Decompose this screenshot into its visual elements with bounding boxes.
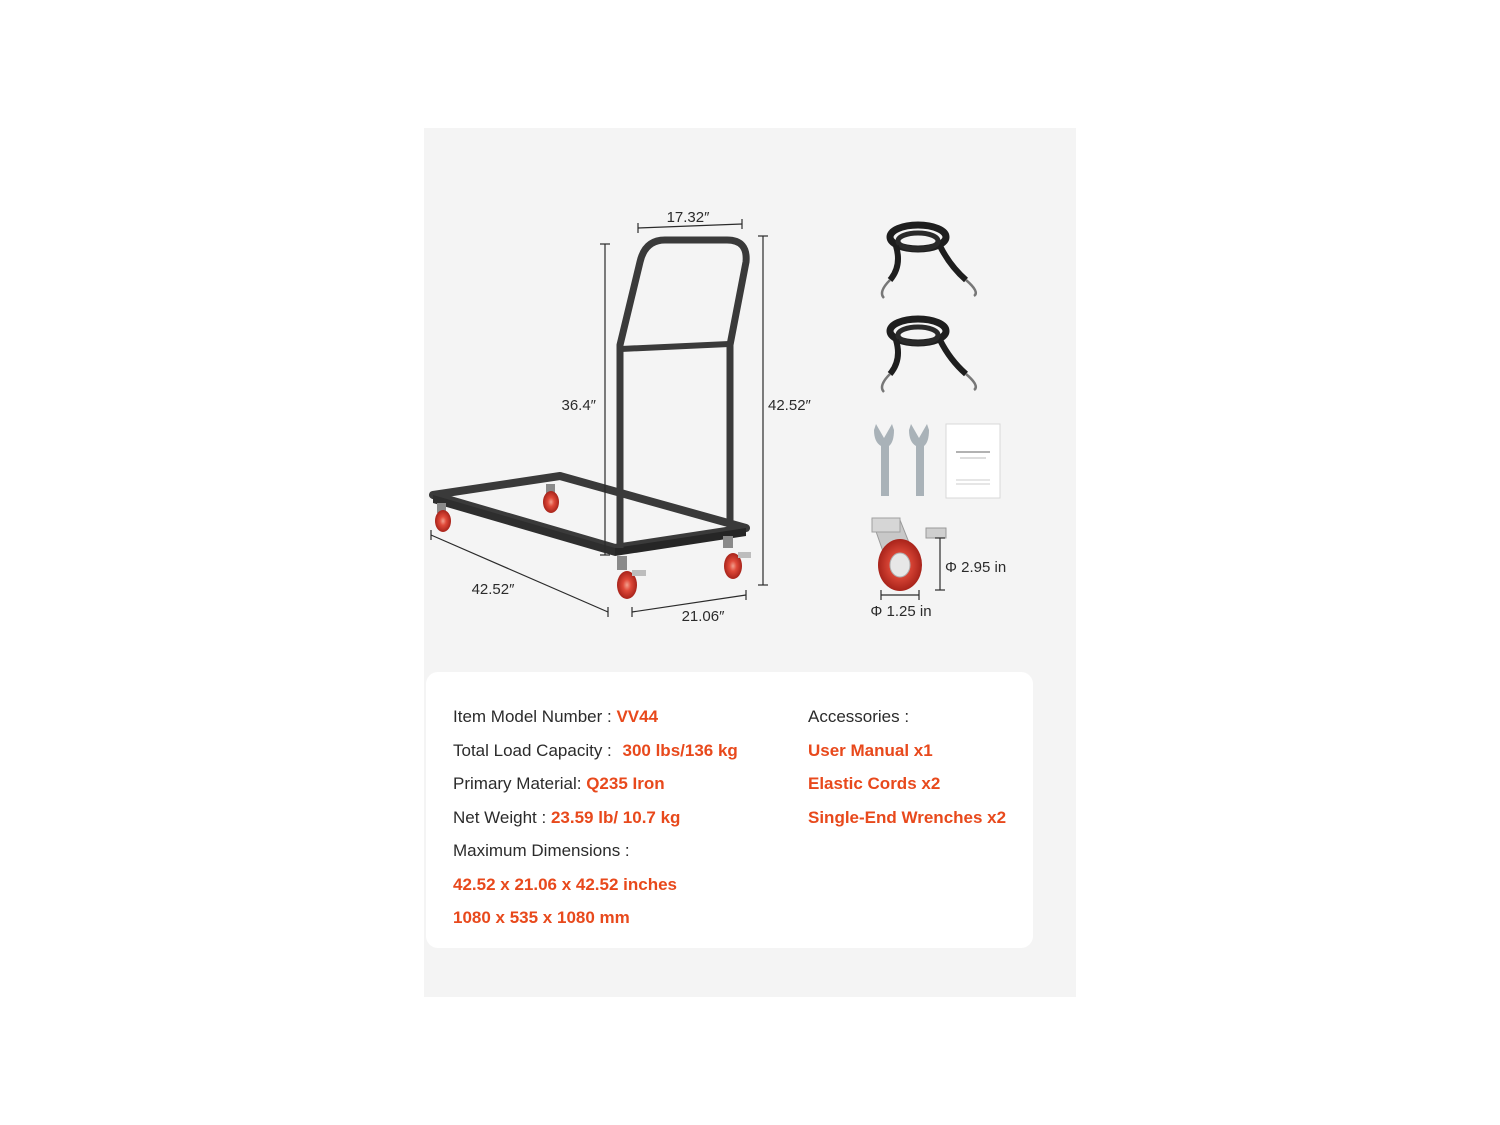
accessory-item: Elastic Cords x2 bbox=[808, 774, 941, 793]
spec-material bbox=[453, 774, 665, 794]
spec-weight bbox=[453, 808, 680, 828]
spec-material-value: Q235 Iron bbox=[586, 774, 665, 793]
spec-dimensions-mm: 1080 x 535 x 1080 mm bbox=[453, 908, 630, 927]
dim-handle-width: 17.32″ bbox=[666, 209, 710, 226]
spec-dimensions-inches: 42.52 x 21.06 x 42.52 inches bbox=[453, 875, 678, 894]
dim-caster-diameter: Φ 2.95 in bbox=[945, 559, 1007, 576]
specifications-card bbox=[426, 672, 1033, 948]
spec-capacity-value: 300 lbs/136 kg bbox=[622, 741, 738, 760]
accessory-item: User Manual x1 bbox=[808, 741, 933, 760]
spec-model-value: VV44 bbox=[616, 707, 659, 726]
accessories-label: Accessories : bbox=[808, 707, 910, 726]
elastic-cord-icon bbox=[882, 319, 976, 392]
dim-width: 21.06″ bbox=[681, 608, 725, 625]
accessory-item: Single-End Wrenches x2 bbox=[808, 808, 1007, 827]
spec-capacity bbox=[453, 741, 738, 761]
dim-caster-width: Φ 1.25 in bbox=[870, 603, 932, 620]
wheel-front-right bbox=[723, 536, 751, 579]
user-manual-icon bbox=[946, 424, 1000, 498]
spec-model bbox=[453, 707, 658, 727]
elastic-cord-icon bbox=[882, 225, 976, 298]
wheel-back-right bbox=[543, 484, 559, 513]
spec-capacity-label: Total Load Capacity : bbox=[453, 741, 612, 760]
spec-model-label: Item Model Number : bbox=[453, 707, 612, 726]
dim-length: 42.52″ bbox=[471, 581, 515, 598]
spec-dimensions-label: Maximum Dimensions : bbox=[453, 841, 630, 860]
wheel-front-left bbox=[617, 556, 646, 599]
dim-total-height: 42.52″ bbox=[768, 397, 811, 414]
wrench-icon bbox=[909, 424, 929, 496]
spec-material-label: Primary Material: bbox=[453, 774, 582, 793]
spec-weight-value: 23.59 lb/ 10.7 kg bbox=[550, 808, 681, 827]
dim-handle-height: 36.4″ bbox=[561, 397, 596, 414]
caster-wheel-icon bbox=[872, 518, 946, 591]
spec-weight-label: Net Weight : bbox=[453, 808, 547, 827]
wrench-icon bbox=[874, 424, 894, 496]
